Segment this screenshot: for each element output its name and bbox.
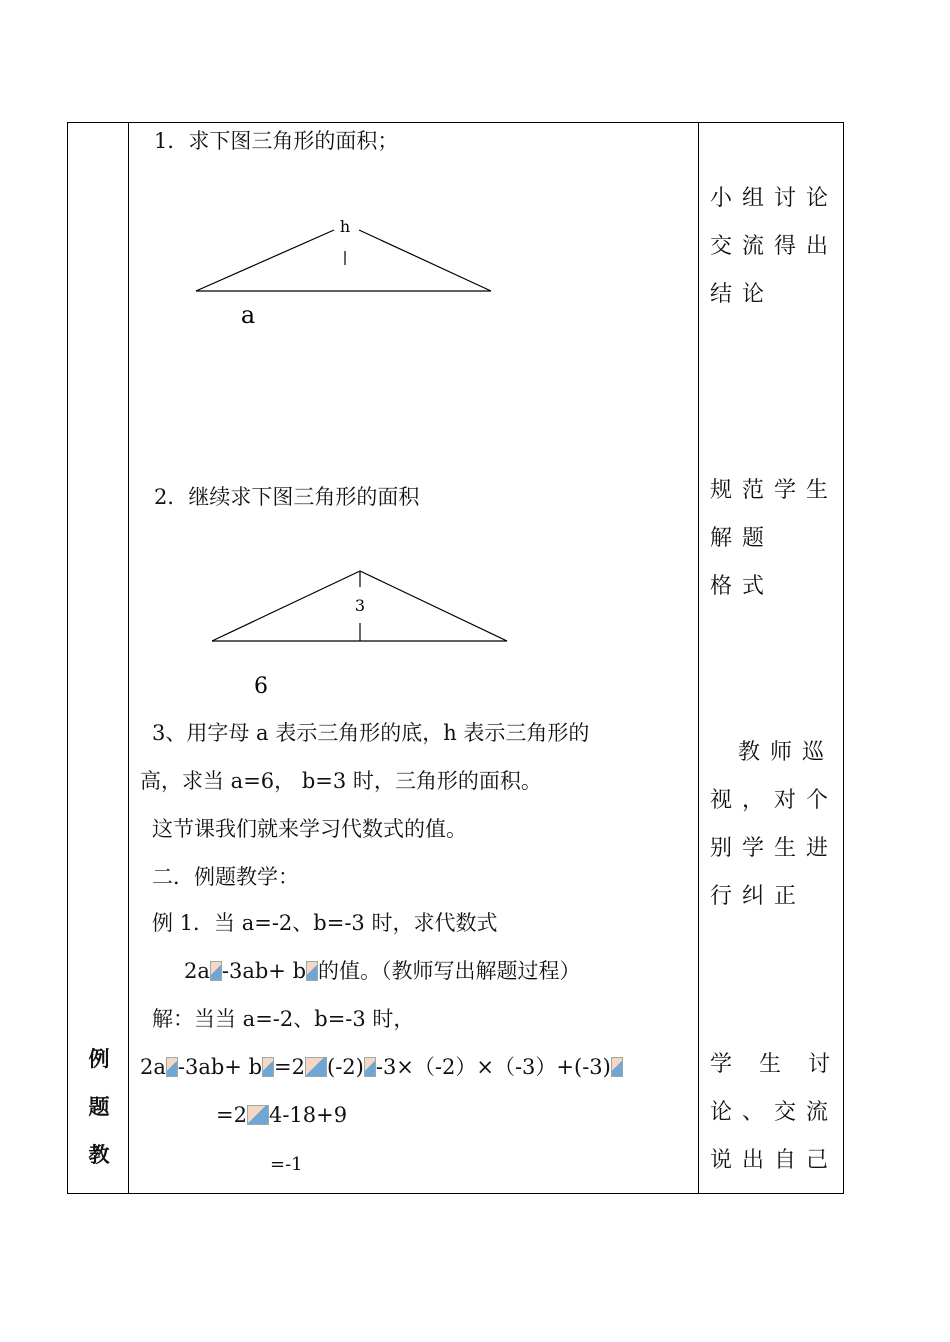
label-char: 题 [88, 1094, 110, 1119]
broken-image-icon [305, 1057, 327, 1077]
broken-image-icon [611, 1057, 623, 1077]
question-3-line-2: 高，求当 a=6， b=3 时，三角形的面积。 [140, 769, 542, 793]
column-divider-left [128, 123, 129, 1193]
teacher-note-1: 小组讨论 交流得出 结论 [710, 186, 839, 307]
label-char: 例 [88, 1046, 110, 1071]
broken-image-icon [166, 1057, 178, 1077]
solution-line-3: =-1 [270, 1154, 303, 1175]
lesson-table [67, 122, 844, 1194]
solution-line-1: 2a -3ab+ b =2 (-2) -3×（-2）×（-3）+(-3) [140, 1055, 623, 1079]
broken-image-icon [210, 961, 222, 981]
teacher-note-4: 学 生 讨 论、交流 说出自己 [710, 1052, 840, 1173]
teacher-note-3: 教师巡 视，对个 别学生进 行纠正 [710, 740, 839, 909]
question-1: 1．求下图三角形的面积； [154, 129, 399, 153]
column-divider-right [698, 123, 699, 1193]
triangle-figure-1 [196, 215, 496, 335]
broken-image-icon [262, 1057, 274, 1077]
solution-intro: 解：当当 a=-2、b=-3 时， [152, 1007, 415, 1031]
fig2-height-label: 3 [354, 596, 366, 615]
broken-image-icon [364, 1057, 376, 1077]
question-2: 2．继续求下图三角形的面积 [154, 485, 420, 509]
triangle-figure-2 [212, 569, 512, 699]
left-column-label [86, 1035, 112, 1179]
example-line-1: 例 1．当 a=-2、b=-3 时，求代数式 [152, 911, 498, 935]
fig1-base-label: a [240, 301, 256, 329]
example-line-2: 2a -3ab+ b 的值。（教师写出解题过程） [184, 959, 581, 983]
solution-line-2: =2 4-18+9 [216, 1103, 348, 1127]
fig1-height-label: h [339, 217, 351, 236]
broken-image-icon [247, 1105, 269, 1125]
section-heading: 二．例题教学： [152, 865, 299, 889]
label-char: 教 [88, 1142, 110, 1167]
fig2-base-label: 6 [254, 674, 268, 699]
broken-image-icon [306, 961, 318, 981]
intro-text: 这节课我们就来学习代数式的值。 [152, 817, 467, 841]
question-3-line-1: 3、用字母 a 表示三角形的底，h 表示三角形的 [152, 721, 590, 745]
teacher-note-2: 规范学生 解题 格式 [710, 478, 839, 599]
